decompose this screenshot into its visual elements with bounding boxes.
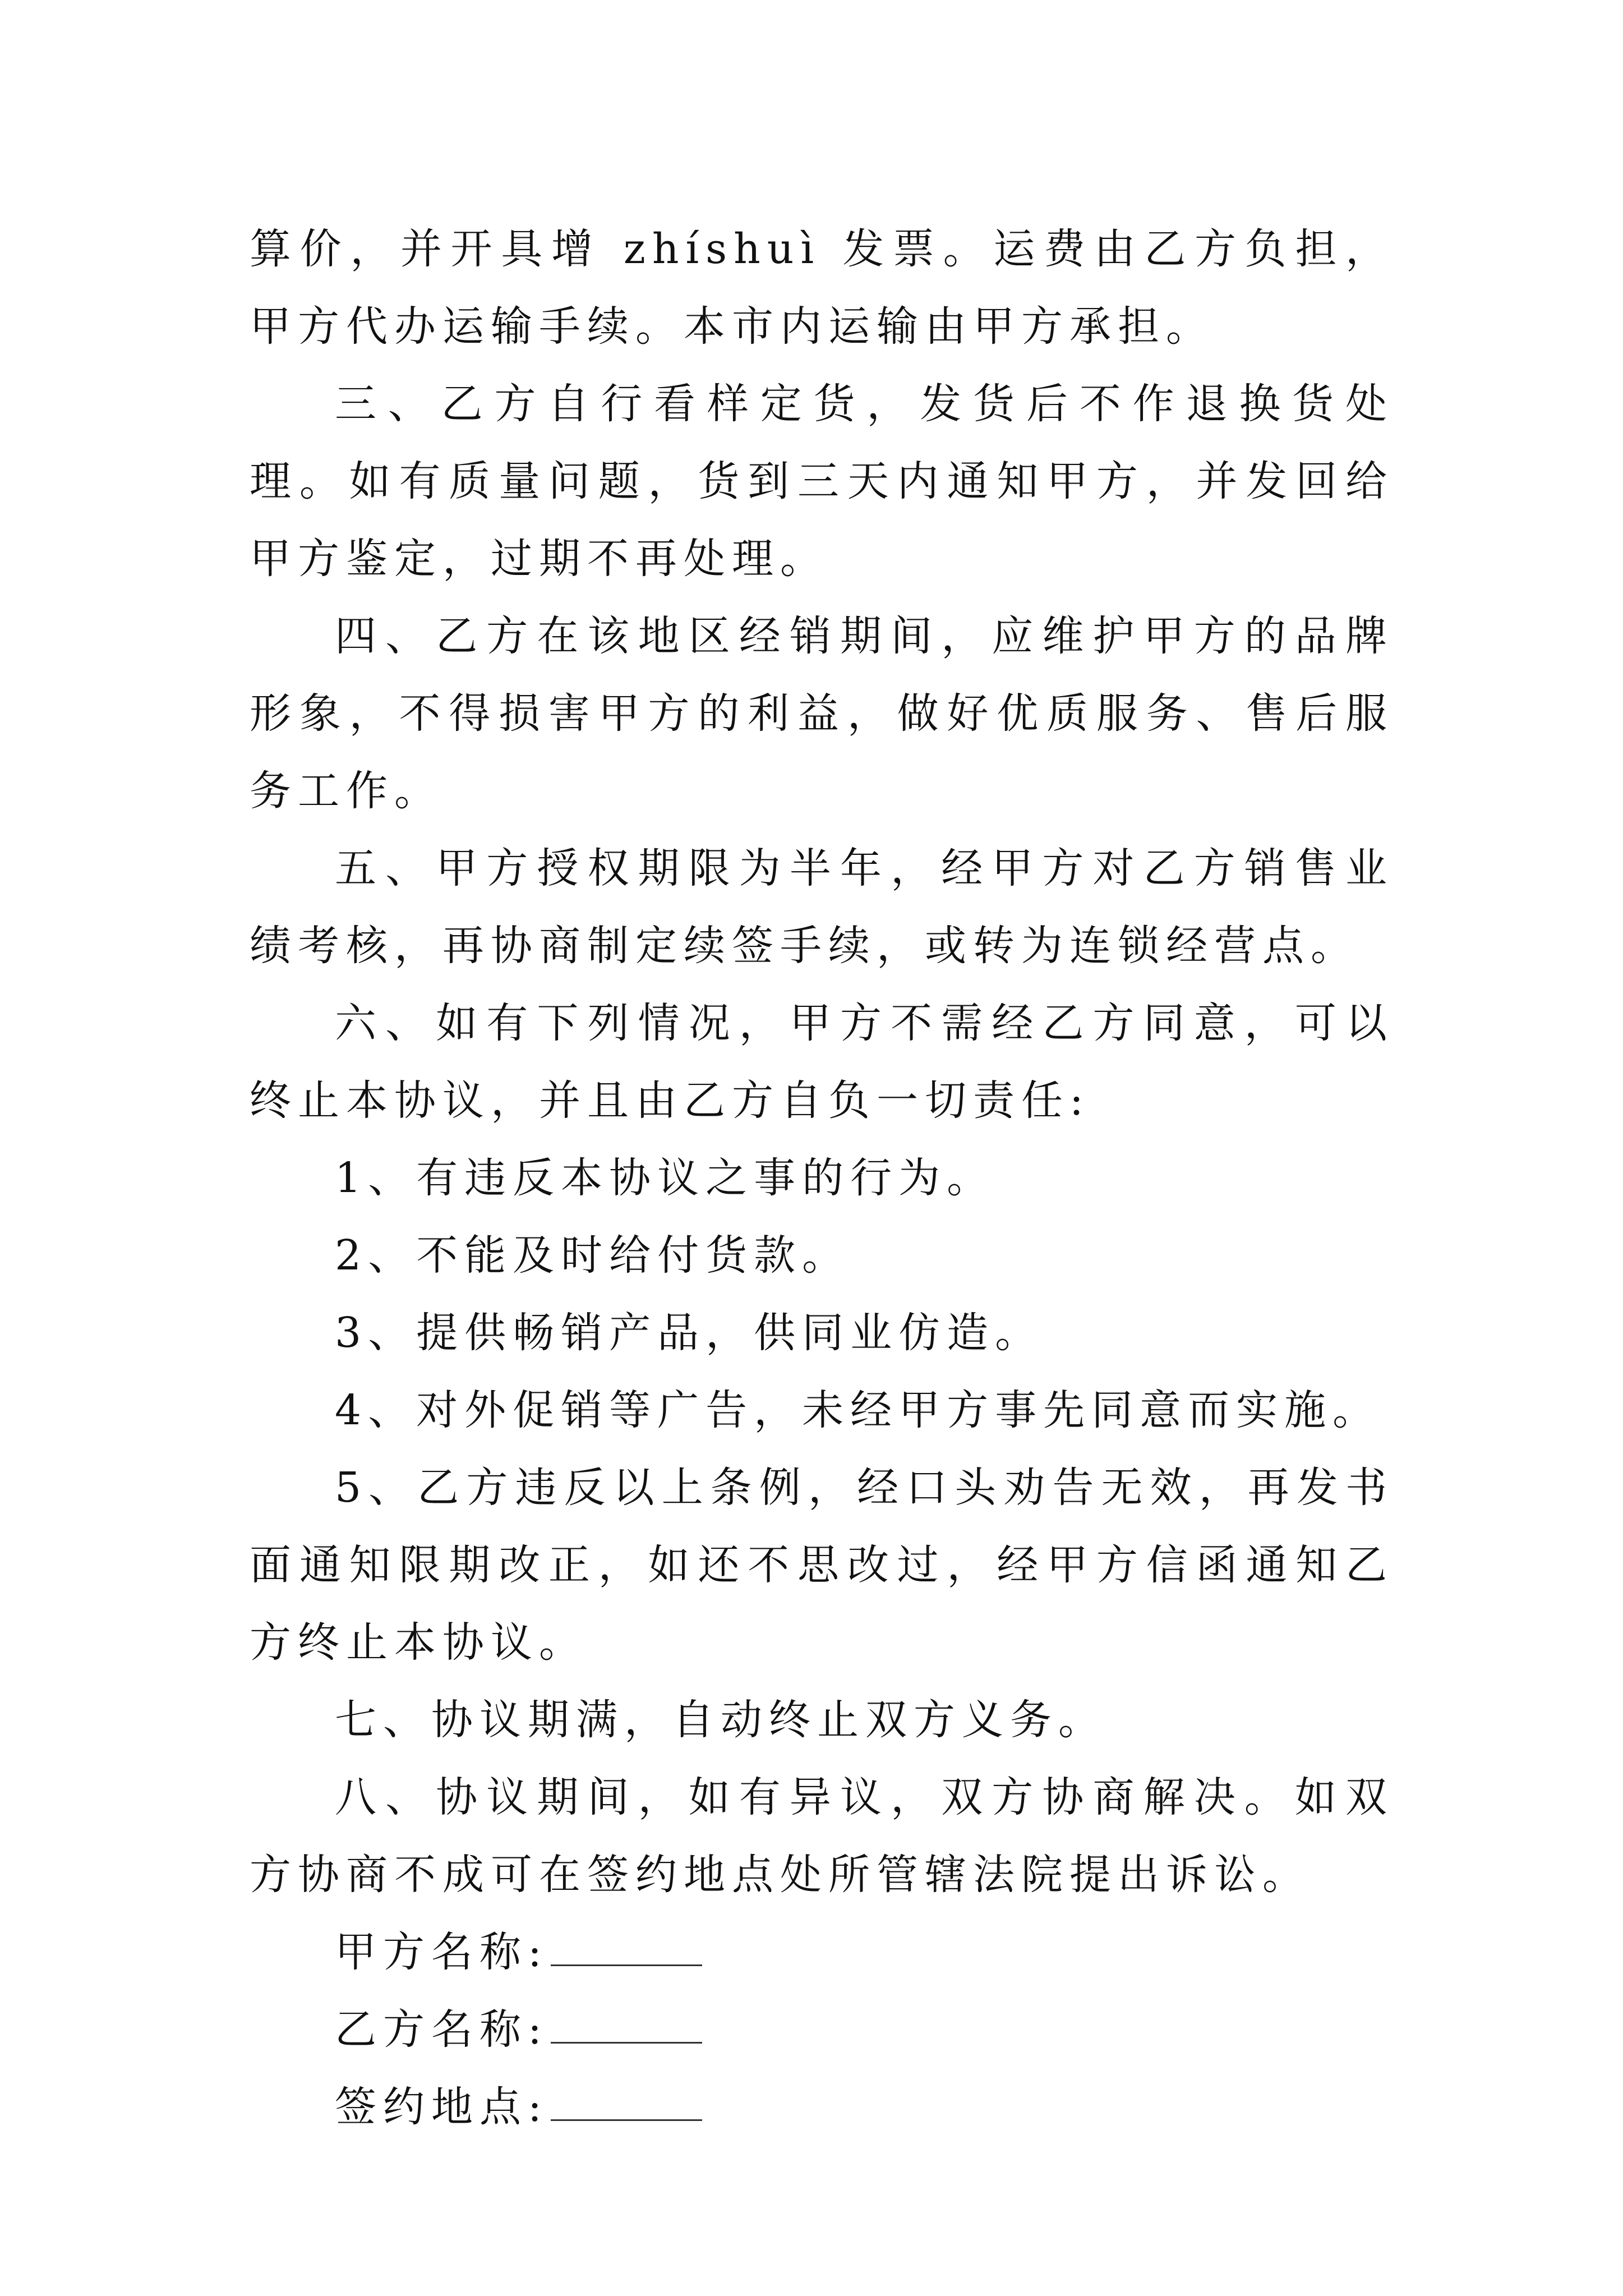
paragraph-settlement: 算价，并开具增 zhíshuì 发票。运费由乙方负担，甲方代办运输手续。本市内运输由甲方承担。 (250, 225, 1394, 351)
clause-6-item-3: 3、提供畅销产品，供同业仿造。 (335, 1309, 1044, 1357)
signature-place (250, 2068, 1394, 2146)
party-b-label: 乙方名称: (335, 2005, 548, 2054)
clause-6-item-4: 4、对外促销等广告，未经甲方事先同意而实施。 (335, 1386, 1381, 1434)
clause-6-item-2: 2、不能及时给付货款。 (335, 1231, 851, 1280)
party-a-label: 甲方名称: (335, 1928, 548, 1976)
clause-8: 八、协议期间，如有异议，双方协商解决。如双方协商不成可在签约地点处所管辖法院提出诉讼。 (250, 1773, 1394, 1899)
place-label: 签约地点: (335, 2083, 548, 2131)
signature-party-a (250, 1913, 1394, 1991)
clause-4: 四、乙方在该地区经销期间，应维护甲方的品牌形象，不得损害甲方的利益，做好优质服务、售后服务工作。 (250, 612, 1394, 815)
place-blank-line (551, 2086, 702, 2121)
clause-7: 七、协议期满，自动终止双方义务。 (335, 1696, 1106, 1744)
clause-6-item-5: 5、乙方违反以上条例，经口头劝告无效，再发书面通知限期改正，如还不思改过，经甲方信函通知乙方终止本协议。 (250, 1464, 1394, 1667)
clause-6: 六、如有下列情况，甲方不需经乙方同意，可以终止本协议，并且由乙方自负一切责任: (250, 999, 1394, 1125)
clause-5: 五、甲方授权期限为半年，经甲方对乙方销售业绩考核，再协商制定续签手续，或转为连锁经营点。 (250, 844, 1394, 970)
document-body (250, 210, 1394, 2146)
clause-6-item-1: 1、有违反本协议之事的行为。 (335, 1154, 995, 1202)
party-b-blank-line (551, 2008, 702, 2044)
signature-party-b (250, 1991, 1394, 2068)
clause-3: 三、乙方自行看样定货，发货后不作退换货处理。如有质量问题，货到三天内通知甲方，并发回给甲方鉴定，过期不再处理。 (250, 380, 1394, 583)
party-a-blank-line (551, 1931, 702, 1966)
